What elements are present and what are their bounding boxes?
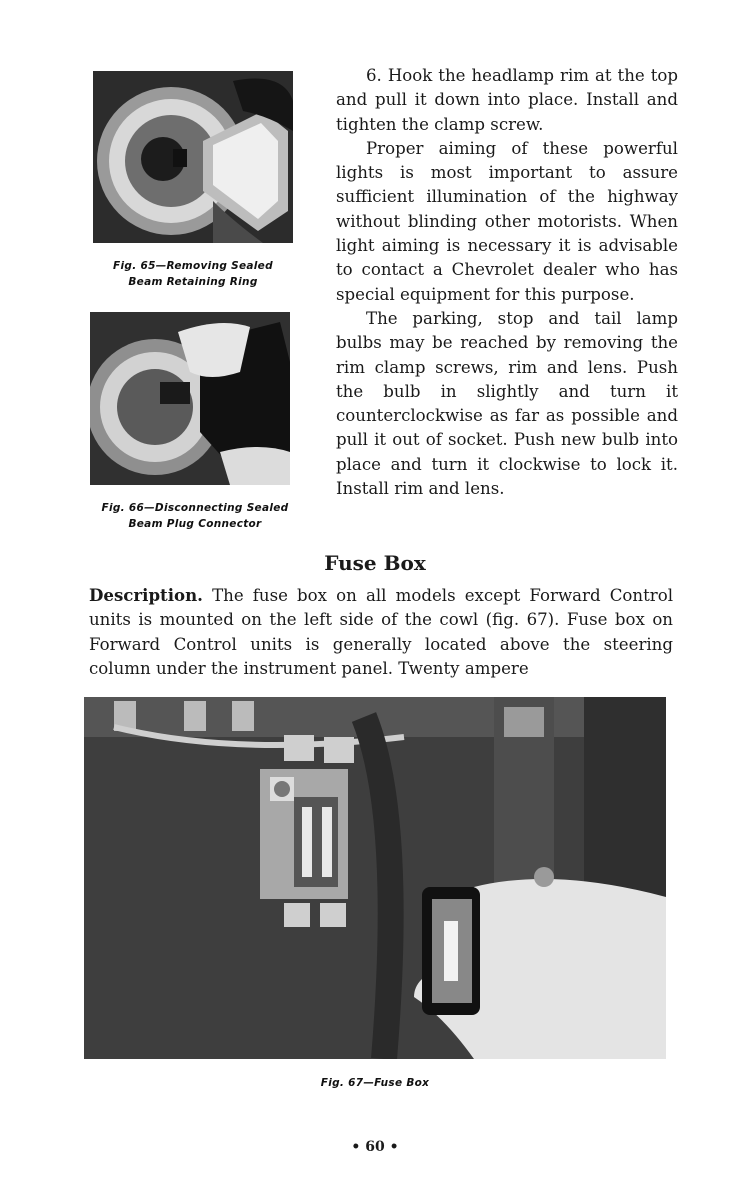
page-number: • 60 •	[351, 1139, 399, 1155]
description-run-in: Description.	[89, 585, 203, 605]
paragraph-lamp-bulbs: The parking, stop and tail lamp bulbs may be reached by removing the rim clamp screws, rim and lens. Push the bulb in slightly and turn it counterclockwise as far as possible and pull it out of socket. Push new bulb into place and turn it clockwise to lock it. Install rim and lens.	[336, 308, 678, 499]
description-body: The fuse box on all models except Forward Control units is mounted on the left side of the cowl (fig. 67). Fuse box on Forward Control units is generally located above the steering column under the instrument panel. Twenty ampere	[89, 586, 673, 678]
fig-65-photo	[93, 71, 293, 243]
fig-66-caption	[90, 500, 300, 532]
paragraph-step-6: 6. Hook the headlamp rim at the top and pull it down into place. Install and tighten the clamp screw.	[336, 66, 678, 134]
fig-66-caption-line2: Beam Plug Connector	[128, 518, 262, 530]
paragraph-light-aiming: Proper aiming of these powerful lights is most important to assure sufficient illumination of the highway without blinding other motorists. When light aiming is necessary it is advisable to contact a Chevrolet dealer who has special equipment for this purpose.	[336, 138, 678, 304]
fig-67-photo	[84, 697, 666, 1059]
right-column-text	[336, 64, 678, 501]
fig-66-photo	[90, 312, 290, 485]
section-heading: Fuse Box	[324, 551, 426, 575]
fig-66-caption-line1: Fig. 66—Disconnecting Sealed	[101, 502, 289, 514]
fig-65-caption-line2: Beam Retaining Ring	[128, 276, 258, 288]
fig-65-caption	[93, 258, 293, 290]
fuse-box-description	[89, 583, 673, 681]
fig-65-caption-line1: Fig. 65—Removing Sealed	[113, 260, 273, 272]
fig-67-caption: Fig. 67—Fuse Box	[320, 1077, 430, 1089]
